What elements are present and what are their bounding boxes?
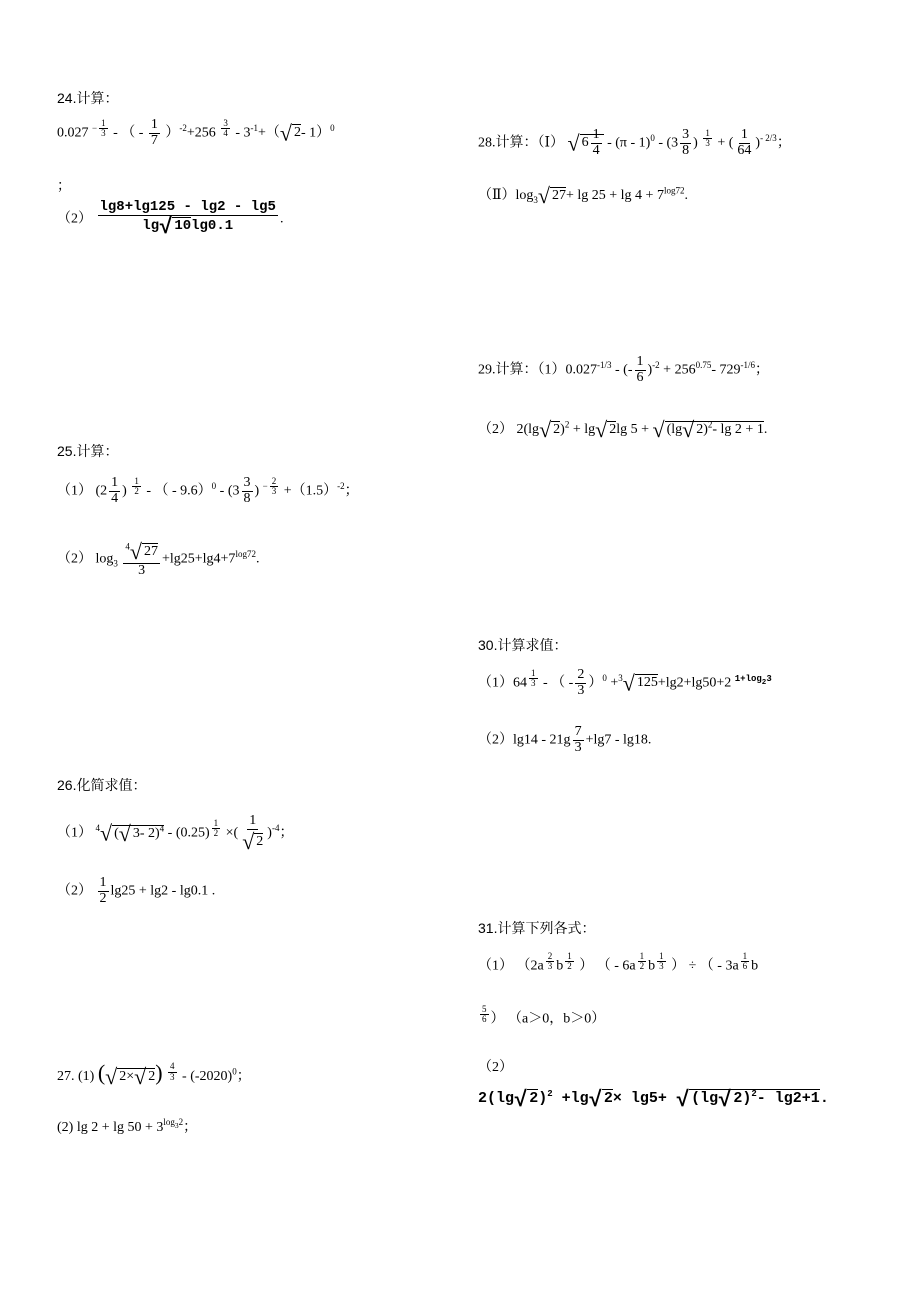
problem-26-part2: （2） $\frac{1}{2}$ lg25 + lg2 - lg0.1 . — [57, 875, 216, 906]
text: 0.027 — [57, 125, 89, 141]
problem-31-part2: 2(lg√ 2)$^2$ +lg√ 2× lg5+ √ (lg√ 2)$^2$- lg2+1. — [478, 1088, 829, 1113]
fraction: $\frac{\lg 8+\lg 125 - \lg 2 - \lg 5}{\lg√ 10\lg 0.1}$ — [99, 199, 276, 240]
problem-24-title: 24.计算： — [57, 90, 119, 106]
problem-30-part2: （2）lg14 - 21g $\frac{7}{3}$ +lg7 - lg18. — [478, 724, 652, 755]
problem-29-part1: 29.计算：$(1)0.027^{-1/3}$ - (- $\frac{1}{6}$ )$^{-2} + 256^{0.75}-$ $729^{-1/6}$； — [478, 354, 769, 385]
problem-28-part1: 28.计算：（Ⅰ） √ 6 $\frac{1}{4}$ - (π - 1)$^0$ - (3 $\frac{3}{8}$ ) $^{\frac{1}{3}}$ + ( $\frac{1}{64}$ )$^{- 2/3}$； — [478, 127, 791, 158]
problem-25-title: 25.计算： — [57, 443, 119, 459]
problem-27-part2: (2) $\lg 2 + \lg 50 + 3^{log_32}$； — [57, 1117, 198, 1135]
problem-31-part1-cont: $^{\frac{5}{6}}$ ） （a＞0，b＞0） — [482, 1004, 606, 1027]
problem-27-part1: 27. (1) (√ 2×√ 2) $^{\frac{4}{3}}$ - $(-2020)^0$； — [57, 1060, 251, 1089]
problem-28-part2: $(Ⅱ)\log_3√$ $27+ \lg 25 + \lg 4 + 7^{log72}$. — [478, 183, 688, 208]
fraction: 3 4 — [223, 117, 228, 139]
problem-24-part1: 0.027 $^{- \frac{1}{3}}$ - （ - $\frac{1}{7}$ ）$^{-2}$+256 $^{\frac{3}{4}}$ - $3^{-1}+(√$ 2- 1）$^0$ — [57, 117, 335, 148]
problem-25-part2: （2） $\log_3$ $\frac{^4√ 27}{3}$ $+\lg 25+\lg 4+7^{log72}$. — [57, 539, 260, 579]
problem-31-part2-label: （2） — [478, 1060, 513, 1075]
problem-26-part1: （1） $^4$√ (√ 3- 2)$^4$ - (0.25) $^{\frac{1}{2}}$ ×( $\frac{1}{√ 2}$ )$^{-4}$； — [57, 813, 294, 854]
fraction: $\frac{1}{7}$ — [150, 117, 158, 148]
problem-31-part1: （1） （2a $^{\frac{2}{3}}$ b $^{\frac{1}{2}}$ ） （ - 6a $^{\frac{1}{2}}$ b $^{\frac{1}{3}}$ ） ÷ （ - 3a $^{\frac{1}{6}}$ b — [478, 951, 759, 974]
problem-30-title: 30.计算求值： — [478, 637, 568, 653]
fraction: $\frac{1}{3}$ — [101, 117, 106, 139]
text: ） — [165, 125, 180, 141]
text: - （ - — [113, 125, 144, 141]
problem-31-title: 31.计算下列各式： — [478, 920, 596, 936]
problem-30-part1: （1）64 $^{\frac{1}{3}}$ - （ - $\frac{2}{3}$ ）$^0$ +$^3$√ 125+lg2+lg50+2 $^{1+log_23}$ — [478, 667, 772, 698]
problem-29-part2: （2） 2(lg√ 2)$^2$ + lg√ 2lg 5 + √ (lg√ 2)$^2$- lg 2 + 1. — [478, 417, 768, 442]
problem-26-title: 26.化简求值： — [57, 777, 147, 793]
problem-24-part2: （2） $\frac{\lg 8+\lg 125 - \lg 2 - \lg 5}{\lg√ 10\lg 0.1}$ . — [57, 199, 284, 240]
problem-25-part1: （1） (2 $\frac{1}{4}$ ) $^{\frac{1}{2}}$ - （ - 9.6）$^0$ - (3 $\frac{3}{8}$ ) $^{- \frac{2}{3}}$ $+(1.5)^{-2}$； — [57, 475, 359, 506]
separator: ； — [57, 179, 71, 194]
